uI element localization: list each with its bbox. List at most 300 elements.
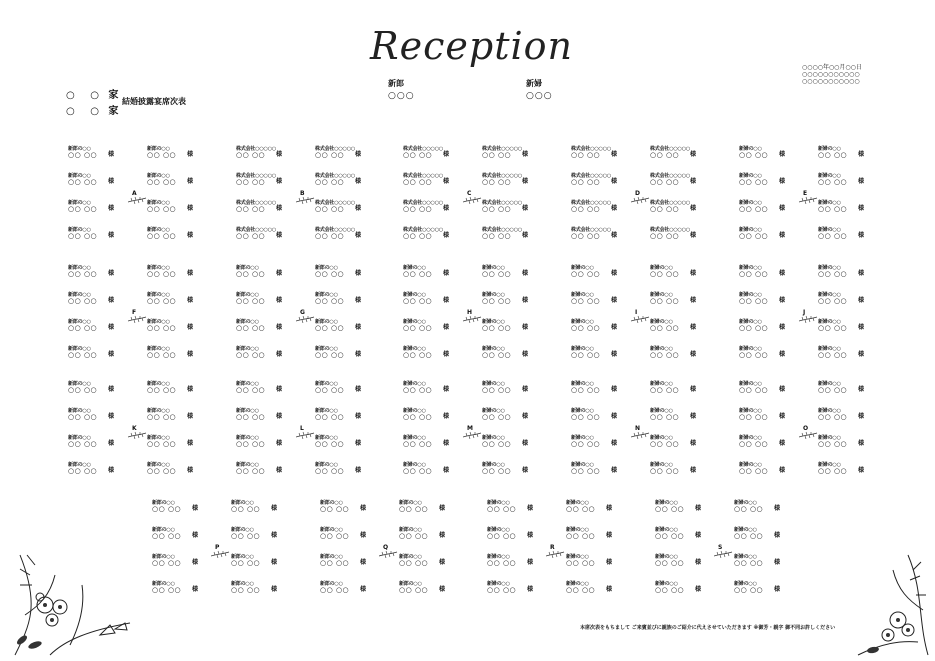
guest-name: ○○ ○○: [236, 324, 266, 332]
guest-honorific: 様: [858, 297, 865, 304]
guest-honorific: 様: [606, 586, 613, 593]
guest-affiliation: 新婦の○○: [734, 554, 757, 560]
guest-name: ○○ ○○: [655, 505, 685, 513]
guest-affiliation: 新婦の○○: [650, 462, 673, 468]
guest-honorific: 様: [439, 586, 446, 593]
guest-entry: [482, 408, 532, 420]
guest-affiliation: 新婦の○○: [739, 265, 762, 271]
guest-affiliation: 新郎の○○: [236, 462, 259, 468]
guest-affiliation: 株式会社○○○○○: [403, 146, 444, 152]
guest-name: ○○ ○○: [739, 440, 769, 448]
guest-affiliation: 新婦の○○: [818, 200, 841, 206]
guest-entry: [68, 435, 118, 447]
guest-affiliation: 新郎の○○: [315, 265, 338, 271]
guest-honorific: 様: [108, 232, 115, 239]
guest-honorific: 様: [355, 151, 362, 158]
guest-entry: [236, 408, 286, 420]
guest-honorific: 様: [858, 440, 865, 447]
date-block: [802, 64, 892, 85]
guest-entry: [571, 346, 621, 358]
guest-affiliation: 新郎の○○: [68, 173, 91, 179]
guest-name: ○○ ○○: [399, 586, 429, 594]
guest-honorific: 様: [611, 232, 618, 239]
guest-honorific: 様: [690, 297, 697, 304]
guest-entry: [487, 554, 537, 566]
guest-entry: [315, 146, 365, 158]
table-label: C: [467, 190, 472, 197]
guest-name: ○○ ○○: [315, 232, 345, 240]
guest-affiliation: 新婦の○○: [655, 527, 678, 533]
guest-honorific: 様: [858, 324, 865, 331]
guest-affiliation: 新婦の○○: [487, 554, 510, 560]
guest-affiliation: 新婦の○○: [482, 408, 505, 414]
guest-name: ○○ ○○: [399, 505, 429, 513]
leaf-sprig-icon: [546, 550, 566, 558]
guest-affiliation: 新郎の○○: [152, 581, 175, 587]
guest-affiliation: 新郎の○○: [236, 319, 259, 325]
guest-name: ○○ ○○: [315, 324, 345, 332]
guest-honorific: 様: [439, 559, 446, 566]
guest-honorific: 様: [439, 505, 446, 512]
guest-entry: [655, 554, 705, 566]
family-name-1: ○ ○ 家: [66, 90, 119, 101]
guest-affiliation: 新婦の○○: [739, 346, 762, 352]
guest-name: ○○ ○○: [68, 386, 98, 394]
guest-honorific: 様: [355, 351, 362, 358]
guest-honorific: 様: [192, 532, 199, 539]
guest-affiliation: 新婦の○○: [818, 265, 841, 271]
guest-name: ○○ ○○: [403, 386, 433, 394]
guest-name: ○○ ○○: [650, 151, 680, 159]
guest-affiliation: 新婦の○○: [650, 346, 673, 352]
guest-affiliation: 新婦の○○: [571, 292, 594, 298]
guest-entry: [650, 381, 700, 393]
guest-honorific: 様: [611, 205, 618, 212]
guest-affiliation: 新郎の○○: [320, 500, 343, 506]
guest-name: ○○ ○○: [68, 297, 98, 305]
guest-honorific: 様: [443, 178, 450, 185]
guest-entry: [315, 346, 365, 358]
guest-name: ○○ ○○: [482, 232, 512, 240]
leaf-sprig-icon: [128, 431, 148, 439]
guest-entry: [147, 227, 197, 239]
guest-affiliation: 新婦の○○: [818, 381, 841, 387]
guest-entry: [147, 462, 197, 474]
guest-entry: [315, 319, 365, 331]
table-label: R: [550, 544, 555, 551]
guest-name: ○○ ○○: [650, 205, 680, 213]
guest-affiliation: 新郎の○○: [147, 146, 170, 152]
guest-entry: [147, 200, 197, 212]
guest-entry: [734, 527, 784, 539]
guest-honorific: 様: [779, 178, 786, 185]
guest-affiliation: 新郎の○○: [147, 462, 170, 468]
guest-entry: [571, 292, 621, 304]
guest-affiliation: 新婦の○○: [734, 500, 757, 506]
guest-affiliation: 新郎の○○: [68, 381, 91, 387]
guest-entry: [818, 408, 868, 420]
guest-entry: [566, 527, 616, 539]
guest-honorific: 様: [774, 559, 781, 566]
guest-honorific: 様: [690, 386, 697, 393]
table-label: F: [132, 309, 137, 316]
guest-entry: [315, 462, 365, 474]
guest-name: ○○ ○○: [818, 413, 848, 421]
leaf-sprig-icon: [296, 315, 316, 323]
guest-name: ○○ ○○: [650, 178, 680, 186]
guest-honorific: 様: [355, 270, 362, 277]
guest-affiliation: 株式会社○○○○○: [650, 200, 691, 206]
guest-entry: [650, 408, 700, 420]
guest-name: ○○ ○○: [482, 413, 512, 421]
guest-honorific: 様: [611, 151, 618, 158]
guest-entry: [487, 581, 537, 593]
guest-name: ○○ ○○: [650, 386, 680, 394]
guest-honorific: 様: [360, 532, 367, 539]
guest-honorific: 様: [690, 467, 697, 474]
guest-name: ○○ ○○: [487, 559, 517, 567]
guest-name: ○○ ○○: [152, 586, 182, 594]
guest-entry: [482, 265, 532, 277]
guest-affiliation: 新郎の○○: [147, 292, 170, 298]
guest-affiliation: 新婦の○○: [566, 500, 589, 506]
guest-honorific: 様: [527, 532, 534, 539]
guest-entry: [236, 462, 286, 474]
guest-honorific: 様: [192, 586, 199, 593]
guest-honorific: 様: [187, 232, 194, 239]
guest-honorific: 様: [611, 178, 618, 185]
guest-name: ○○ ○○: [236, 386, 266, 394]
guest-affiliation: 新婦の○○: [734, 581, 757, 587]
guest-name: ○○ ○○: [818, 151, 848, 159]
guest-affiliation: 新郎の○○: [68, 227, 91, 233]
guest-entry: [152, 500, 202, 512]
guest-affiliation: 新婦の○○: [571, 319, 594, 325]
date-venue: ○○○○○○○○○○○: [802, 78, 860, 85]
guest-entry: [147, 173, 197, 185]
guest-honorific: 様: [606, 532, 613, 539]
guest-affiliation: 新婦の○○: [403, 408, 426, 414]
guest-name: ○○ ○○: [231, 586, 261, 594]
guest-name: ○○ ○○: [739, 351, 769, 359]
guest-name: ○○ ○○: [650, 232, 680, 240]
guest-honorific: 様: [355, 467, 362, 474]
guest-entry: [734, 554, 784, 566]
guest-entry: [571, 265, 621, 277]
guest-honorific: 様: [522, 413, 529, 420]
guest-entry: [571, 200, 621, 212]
guest-affiliation: 新郎の○○: [152, 527, 175, 533]
guest-affiliation: 新郎の○○: [399, 581, 422, 587]
guest-entry: [315, 435, 365, 447]
guest-entry: [739, 435, 789, 447]
guest-honorific: 様: [858, 386, 865, 393]
guest-honorific: 様: [108, 205, 115, 212]
guest-entry: [739, 462, 789, 474]
guest-name: ○○ ○○: [315, 351, 345, 359]
guest-affiliation: 新郎の○○: [147, 173, 170, 179]
guest-name: ○○ ○○: [68, 178, 98, 186]
guest-name: ○○ ○○: [566, 505, 596, 513]
guest-entry: [152, 554, 202, 566]
guest-entry: [818, 146, 868, 158]
guest-entry: [68, 146, 118, 158]
leaf-sprig-icon: [463, 431, 483, 439]
table-label: G: [300, 309, 305, 316]
guest-name: ○○ ○○: [571, 440, 601, 448]
guest-honorific: 様: [276, 440, 283, 447]
guest-affiliation: 新郎の○○: [68, 346, 91, 352]
guest-name: ○○ ○○: [482, 205, 512, 213]
guest-name: ○○ ○○: [818, 270, 848, 278]
guest-entry: [403, 200, 453, 212]
guest-name: ○○ ○○: [236, 205, 266, 213]
guest-entry: [739, 265, 789, 277]
guest-name: ○○ ○○: [818, 351, 848, 359]
guest-honorific: 様: [858, 151, 865, 158]
guest-entry: [236, 173, 286, 185]
guest-honorific: 様: [108, 413, 115, 420]
guest-entry: [403, 346, 453, 358]
guest-affiliation: 新婦の○○: [818, 146, 841, 152]
date-address: ○○○○○○○○○○○: [802, 71, 860, 78]
guest-entry: [236, 346, 286, 358]
guest-affiliation: 株式会社○○○○○: [482, 200, 523, 206]
guest-affiliation: 株式会社○○○○○: [650, 173, 691, 179]
guest-honorific: 様: [276, 351, 283, 358]
guest-name: ○○ ○○: [487, 532, 517, 540]
guest-affiliation: 新郎の○○: [315, 292, 338, 298]
guest-entry: [236, 200, 286, 212]
table-label: Q: [383, 544, 389, 551]
guest-honorific: 様: [276, 178, 283, 185]
guest-name: ○○ ○○: [315, 413, 345, 421]
guest-name: ○○ ○○: [482, 351, 512, 359]
guest-name: ○○ ○○: [482, 386, 512, 394]
guest-affiliation: 新婦の○○: [403, 292, 426, 298]
leaf-sprig-icon: [128, 315, 148, 323]
guest-entry: [739, 292, 789, 304]
guest-name: ○○ ○○: [320, 559, 350, 567]
guest-affiliation: 新婦の○○: [739, 173, 762, 179]
guest-name: ○○ ○○: [152, 532, 182, 540]
guest-affiliation: 新郎の○○: [236, 265, 259, 271]
guest-entry: [571, 408, 621, 420]
guest-affiliation: 新婦の○○: [739, 200, 762, 206]
guest-honorific: 様: [187, 270, 194, 277]
guest-name: ○○ ○○: [739, 232, 769, 240]
guest-honorific: 様: [779, 386, 786, 393]
guest-name: ○○ ○○: [403, 467, 433, 475]
table-label: B: [300, 190, 305, 197]
guest-entry: [566, 581, 616, 593]
guest-name: ○○ ○○: [571, 413, 601, 421]
guest-name: ○○ ○○: [236, 297, 266, 305]
guest-entry: [571, 173, 621, 185]
guest-affiliation: 新婦の○○: [482, 319, 505, 325]
guest-entry: [68, 462, 118, 474]
guest-honorific: 様: [858, 205, 865, 212]
guest-honorific: 様: [360, 559, 367, 566]
table-label: I: [635, 309, 638, 316]
groom-block: [388, 78, 415, 101]
guest-affiliation: 新郎の○○: [68, 265, 91, 271]
guest-entry: [482, 346, 532, 358]
guest-entry: [315, 200, 365, 212]
guest-honorific: 様: [276, 413, 283, 420]
guest-honorific: 様: [522, 151, 529, 158]
bride-label: 新婦: [526, 79, 542, 88]
table-label: H: [467, 309, 473, 316]
guest-honorific: 様: [108, 351, 115, 358]
guest-name: ○○ ○○: [315, 270, 345, 278]
guest-name: ○○ ○○: [739, 205, 769, 213]
guest-name: ○○ ○○: [487, 505, 517, 513]
guest-honorific: 様: [443, 232, 450, 239]
guest-entry: [482, 227, 532, 239]
guest-honorific: 様: [276, 205, 283, 212]
guest-affiliation: 新婦の○○: [739, 292, 762, 298]
guest-entry: [68, 381, 118, 393]
guest-entry: [403, 146, 453, 158]
guest-affiliation: 新婦の○○: [739, 227, 762, 233]
bride-block: [526, 78, 553, 101]
guest-name: ○○ ○○: [68, 413, 98, 421]
guest-honorific: 様: [355, 413, 362, 420]
guest-name: ○○ ○○: [739, 178, 769, 186]
guest-name: ○○ ○○: [403, 297, 433, 305]
guest-honorific: 様: [611, 386, 618, 393]
guest-name: ○○ ○○: [818, 232, 848, 240]
guest-honorific: 様: [522, 205, 529, 212]
guest-entry: [403, 292, 453, 304]
guest-honorific: 様: [522, 297, 529, 304]
document-subtitle: 結婚披露宴席次表: [122, 97, 186, 106]
guest-affiliation: 新婦の○○: [403, 346, 426, 352]
guest-honorific: 様: [355, 178, 362, 185]
guest-honorific: 様: [443, 270, 450, 277]
guest-honorific: 様: [611, 440, 618, 447]
guest-honorific: 様: [439, 532, 446, 539]
guest-affiliation: 新郎の○○: [236, 435, 259, 441]
guest-name: ○○ ○○: [818, 467, 848, 475]
groom-label: 新郎: [388, 79, 404, 88]
guest-name: ○○ ○○: [315, 297, 345, 305]
guest-honorific: 様: [187, 151, 194, 158]
table-label: M: [467, 425, 473, 432]
guest-honorific: 様: [779, 324, 786, 331]
guest-affiliation: 新婦の○○: [566, 527, 589, 533]
guest-honorific: 様: [858, 413, 865, 420]
guest-entry: [818, 346, 868, 358]
guest-affiliation: 新郎の○○: [236, 381, 259, 387]
guest-name: ○○ ○○: [315, 151, 345, 159]
date-line: ○○○○年○○月○○日: [802, 64, 862, 71]
guest-honorific: 様: [108, 151, 115, 158]
guest-entry: [734, 500, 784, 512]
guest-affiliation: 株式会社○○○○○: [315, 227, 356, 233]
guest-name: ○○ ○○: [571, 232, 601, 240]
guest-name: ○○ ○○: [68, 270, 98, 278]
guest-honorific: 様: [690, 178, 697, 185]
guest-entry: [482, 462, 532, 474]
guest-name: ○○ ○○: [147, 351, 177, 359]
guest-entry: [403, 381, 453, 393]
guest-honorific: 様: [443, 297, 450, 304]
guest-entry: [399, 581, 449, 593]
guest-name: ○○ ○○: [231, 505, 261, 513]
floral-right-icon: [838, 550, 933, 658]
guest-name: ○○ ○○: [739, 467, 769, 475]
guest-honorific: 様: [355, 324, 362, 331]
guest-entry: [734, 581, 784, 593]
guest-affiliation: 新婦の○○: [655, 500, 678, 506]
guest-entry: [482, 200, 532, 212]
guest-affiliation: 新婦の○○: [571, 381, 594, 387]
guest-affiliation: 株式会社○○○○○: [482, 173, 523, 179]
guest-entry: [571, 435, 621, 447]
guest-honorific: 様: [355, 297, 362, 304]
guest-affiliation: 株式会社○○○○○: [403, 200, 444, 206]
guest-honorific: 様: [522, 467, 529, 474]
guest-honorific: 様: [443, 205, 450, 212]
guest-name: ○○ ○○: [650, 440, 680, 448]
guest-affiliation: 新婦の○○: [482, 292, 505, 298]
guest-honorific: 様: [779, 413, 786, 420]
guest-entry: [739, 408, 789, 420]
guest-honorific: 様: [271, 505, 278, 512]
guest-name: ○○ ○○: [403, 440, 433, 448]
guest-honorific: 様: [522, 351, 529, 358]
guest-honorific: 様: [108, 297, 115, 304]
guest-entry: [739, 200, 789, 212]
guest-honorific: 様: [690, 232, 697, 239]
guest-entry: [315, 381, 365, 393]
guest-entry: [315, 227, 365, 239]
guest-honorific: 様: [108, 178, 115, 185]
guest-entry: [650, 292, 700, 304]
guest-entry: [147, 146, 197, 158]
guest-entry: [739, 173, 789, 185]
guest-entry: [320, 554, 370, 566]
guest-name: ○○ ○○: [147, 232, 177, 240]
guest-entry: [739, 381, 789, 393]
guest-affiliation: 株式会社○○○○○: [571, 200, 612, 206]
guest-entry: [818, 292, 868, 304]
guest-honorific: 様: [108, 386, 115, 393]
leaf-sprig-icon: [463, 315, 483, 323]
guest-honorific: 様: [774, 505, 781, 512]
table-label: P: [215, 544, 220, 551]
guest-name: ○○ ○○: [147, 440, 177, 448]
guest-entry: [739, 319, 789, 331]
guest-affiliation: 株式会社○○○○○: [403, 227, 444, 233]
guest-honorific: 様: [690, 270, 697, 277]
guest-honorific: 様: [276, 232, 283, 239]
guest-affiliation: 新郎の○○: [231, 581, 254, 587]
guest-name: ○○ ○○: [734, 532, 764, 540]
guest-name: ○○ ○○: [315, 205, 345, 213]
guest-name: ○○ ○○: [818, 386, 848, 394]
guest-affiliation: 新郎の○○: [152, 554, 175, 560]
guest-entry: [399, 527, 449, 539]
guest-honorific: 様: [774, 586, 781, 593]
guest-honorific: 様: [690, 324, 697, 331]
guest-affiliation: 株式会社○○○○○: [315, 200, 356, 206]
guest-entry: [236, 146, 286, 158]
guest-entry: [403, 265, 453, 277]
guest-honorific: 様: [187, 205, 194, 212]
